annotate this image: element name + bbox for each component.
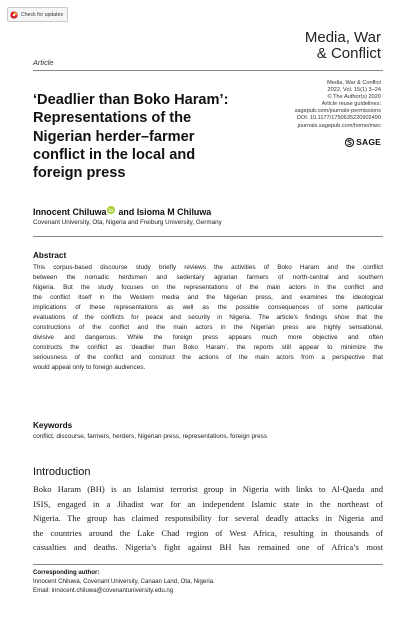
journal-name (305, 30, 381, 62)
corresponding-author-email[interactable]: Email: innocent.chiluwa@covenantuniversity.edu.ng (33, 587, 174, 594)
keywords-text: conflict, discourse, farmers, herders, Nigerian press, representations, foreign press (33, 433, 268, 440)
intro-line: ISIS, engaged in a Jihadist war for an independent Islamic state in the northeast of (33, 498, 383, 509)
abstract-line: constructs the conflict as ‘deadlier than Boko Haram’, the reports still appear to minimize the (33, 344, 383, 351)
coauthor-name[interactable]: and Isioma M Chiluwa (118, 207, 212, 217)
author-list (33, 206, 211, 218)
meta-volume: 2022, Vol. 15(1) 3–24 (327, 87, 381, 94)
abstract-line: divisive and dangerous. While the foreign press appears much more objective and often (33, 334, 383, 341)
title-line: ‘Deadlier than Boko Haram’: (33, 92, 229, 108)
abstract-line: seriousness of the conflict and construct the actions of the main actors from a perspective that (33, 354, 383, 361)
journal-name-line2: & Conflict (316, 45, 381, 62)
check-for-updates-label: Check for updates (21, 11, 64, 18)
intro-line: casualties and deaths. Nigeria’s fight against BH has remained one of Africa’s most (33, 542, 383, 552)
article-type-label: Article (33, 58, 54, 67)
abstract-text (33, 263, 383, 373)
introduction-text (33, 482, 383, 555)
abstract-line: This corpus-based discourse study briefly reviews the activities of Boko Haram and the conflict (33, 264, 383, 271)
crossmark-icon (10, 11, 18, 19)
abstract-line: evaluations of the conflicts for peace and security in Nigeria. The article’s findings show that the (33, 314, 383, 321)
publisher-logo (345, 137, 381, 147)
publication-meta (271, 80, 381, 130)
sage-logo-icon (345, 138, 354, 147)
keywords-heading: Keywords (33, 421, 73, 430)
title-line: foreign press (33, 165, 126, 182)
meta-journal: Media, War & Conflict (327, 80, 381, 86)
introduction-heading: Introduction (33, 466, 91, 478)
meta-permissions-link[interactable]: sagepub.com/journals-permissions (294, 108, 381, 115)
meta-journal-link[interactable]: journals.sagepub.com/home/mwc (297, 122, 381, 129)
abstract-line: Nigeria. But the study focuses on the representations of the main actors in the conflict and (33, 284, 383, 291)
meta-reuse: Article reuse guidelines: (321, 101, 381, 108)
intro-line: Boko Haram (BH) is an Islamist terrorist group in Nigeria with links to Al-Qaeda and (33, 484, 383, 494)
publisher-name: SAGE (356, 137, 381, 147)
article-title (33, 91, 283, 182)
abstract-heading: Abstract (33, 251, 67, 260)
orcid-icon[interactable] (107, 206, 115, 214)
abstract-line: constructions of the conflict and the main actors in the Nigerian press are highly sensational, (33, 324, 383, 331)
intro-line: the countries around the Lake Chad region of West Africa, resulting in thousands of (33, 527, 383, 538)
meta-copyright: © The Author(s) 2020 (327, 94, 381, 101)
corresponding-author-label: Corresponding author: (33, 569, 100, 576)
header-divider (33, 70, 383, 71)
author-name[interactable]: Innocent Chiluwa (33, 207, 107, 217)
meta-doi[interactable]: DOI: 10.1177/1750635220902490 (296, 115, 381, 122)
abstract-line: implications of these representations as well as the possible consequences of some particular (33, 304, 383, 311)
author-affiliation: Covenant University, Ota, Nigeria and Freiburg University, Germany (33, 219, 222, 226)
title-line: Representations of the (33, 110, 192, 127)
abstract-line: would appeal only to foreign audiences. (33, 364, 146, 371)
corresponding-author-address: Innocent Chiluwa, Covenant University, Canaan Land, Ota, Nigeria. (33, 578, 215, 585)
title-line: Nigerian herder–farmer (33, 128, 195, 145)
title-divider (33, 236, 383, 237)
abstract-line: the conflict itself in the Western media and the Nigerian press, and examines the ideological (33, 294, 383, 301)
footnote-divider (33, 564, 383, 565)
journal-name-line1: Media, War (304, 29, 381, 46)
check-for-updates-badge[interactable] (7, 7, 68, 22)
title-line: conflict in the local and (33, 146, 196, 163)
abstract-line: between the nomadic herdsmen and sedentary agrarian farmers of north-central and southern (33, 274, 383, 281)
intro-line: Nigeria. The group has claimed responsibility for several deadly attacks in Nigeria and (33, 513, 383, 523)
